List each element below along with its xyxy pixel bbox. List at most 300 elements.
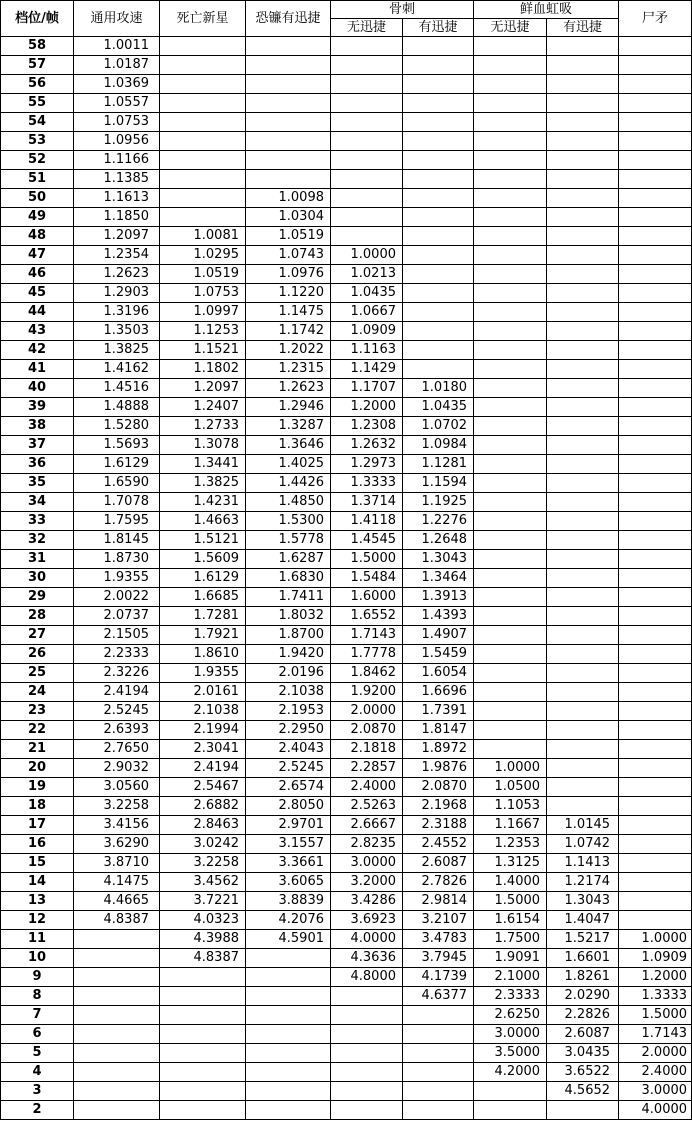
cell-dread-scythe: 1.0304 bbox=[246, 208, 331, 227]
cell-general: 3.4156 bbox=[74, 816, 160, 835]
cell-corpse-lance: 2.4000 bbox=[619, 1063, 692, 1082]
cell-death-nova bbox=[160, 37, 246, 56]
cell-death-nova: 1.3441 bbox=[160, 455, 246, 474]
cell-corpse-lance: 1.7143 bbox=[619, 1025, 692, 1044]
cell-general bbox=[74, 949, 160, 968]
cell-corpse-lance bbox=[619, 189, 692, 208]
cell-blood-siphon-with-swift bbox=[547, 341, 619, 360]
cell-corpse-lance bbox=[619, 341, 692, 360]
table-row bbox=[1, 626, 692, 645]
cell-level: 27 bbox=[1, 626, 74, 645]
cell-dread-scythe: 1.9420 bbox=[246, 645, 331, 664]
cell-blood-siphon-no-swift bbox=[474, 398, 547, 417]
cell-general: 1.3503 bbox=[74, 322, 160, 341]
cell-bone-spike-with-swift: 1.9876 bbox=[403, 759, 474, 778]
cell-dread-scythe: 2.1953 bbox=[246, 702, 331, 721]
cell-blood-siphon-with-swift: 1.4047 bbox=[547, 911, 619, 930]
cell-blood-siphon-with-swift bbox=[547, 360, 619, 379]
cell-bone-spike-with-swift: 2.9814 bbox=[403, 892, 474, 911]
cell-bone-spike-with-swift: 1.3464 bbox=[403, 569, 474, 588]
cell-dread-scythe bbox=[246, 949, 331, 968]
cell-general bbox=[74, 1101, 160, 1120]
header-corpse-lance: 尸矛 bbox=[619, 1, 692, 37]
cell-corpse-lance bbox=[619, 493, 692, 512]
cell-general: 1.6129 bbox=[74, 455, 160, 474]
cell-dread-scythe bbox=[246, 170, 331, 189]
cell-bone-spike-no-swift bbox=[331, 113, 403, 132]
cell-blood-siphon-no-swift: 3.0000 bbox=[474, 1025, 547, 1044]
cell-general: 1.1166 bbox=[74, 151, 160, 170]
cell-bone-spike-with-swift: 1.1925 bbox=[403, 493, 474, 512]
cell-blood-siphon-with-swift bbox=[547, 474, 619, 493]
cell-general: 1.0557 bbox=[74, 94, 160, 113]
cell-death-nova bbox=[160, 208, 246, 227]
cell-death-nova: 1.9355 bbox=[160, 664, 246, 683]
cell-blood-siphon-with-swift bbox=[547, 645, 619, 664]
cell-corpse-lance bbox=[619, 113, 692, 132]
cell-level: 55 bbox=[1, 94, 74, 113]
cell-level: 44 bbox=[1, 303, 74, 322]
cell-corpse-lance bbox=[619, 474, 692, 493]
cell-death-nova bbox=[160, 968, 246, 987]
cell-general: 1.7595 bbox=[74, 512, 160, 531]
cell-bone-spike-no-swift: 1.6552 bbox=[331, 607, 403, 626]
cell-level: 57 bbox=[1, 56, 74, 75]
cell-corpse-lance bbox=[619, 588, 692, 607]
cell-blood-siphon-no-swift: 2.3333 bbox=[474, 987, 547, 1006]
cell-bone-spike-with-swift: 2.3188 bbox=[403, 816, 474, 835]
cell-bone-spike-no-swift: 1.6000 bbox=[331, 588, 403, 607]
cell-level: 25 bbox=[1, 664, 74, 683]
cell-death-nova bbox=[160, 1063, 246, 1082]
cell-general bbox=[74, 968, 160, 987]
cell-general: 1.2097 bbox=[74, 227, 160, 246]
cell-corpse-lance bbox=[619, 455, 692, 474]
table-row bbox=[1, 949, 692, 968]
cell-bone-spike-with-swift bbox=[403, 56, 474, 75]
cell-death-nova: 1.1521 bbox=[160, 341, 246, 360]
cell-blood-siphon-with-swift bbox=[547, 322, 619, 341]
table-row bbox=[1, 854, 692, 873]
cell-bone-spike-with-swift: 1.3043 bbox=[403, 550, 474, 569]
cell-level: 31 bbox=[1, 550, 74, 569]
table-row bbox=[1, 531, 692, 550]
cell-general: 2.1505 bbox=[74, 626, 160, 645]
cell-corpse-lance bbox=[619, 911, 692, 930]
cell-general: 1.3825 bbox=[74, 341, 160, 360]
cell-level: 38 bbox=[1, 417, 74, 436]
cell-general: 1.0753 bbox=[74, 113, 160, 132]
header-level: 档位/帧 bbox=[1, 1, 74, 37]
cell-level: 50 bbox=[1, 189, 74, 208]
table-row bbox=[1, 1101, 692, 1120]
cell-blood-siphon-no-swift: 1.0500 bbox=[474, 778, 547, 797]
cell-general: 1.1385 bbox=[74, 170, 160, 189]
cell-general: 2.4194 bbox=[74, 683, 160, 702]
cell-bone-spike-with-swift: 2.6087 bbox=[403, 854, 474, 873]
table-row bbox=[1, 1025, 692, 1044]
table-row bbox=[1, 474, 692, 493]
table-row bbox=[1, 417, 692, 436]
cell-corpse-lance bbox=[619, 664, 692, 683]
cell-corpse-lance bbox=[619, 550, 692, 569]
cell-blood-siphon-no-swift bbox=[474, 379, 547, 398]
cell-level: 9 bbox=[1, 968, 74, 987]
cell-bone-spike-no-swift: 2.6667 bbox=[331, 816, 403, 835]
cell-death-nova: 1.5121 bbox=[160, 531, 246, 550]
cell-corpse-lance: 2.0000 bbox=[619, 1044, 692, 1063]
cell-dread-scythe bbox=[246, 56, 331, 75]
cell-bone-spike-with-swift: 1.6054 bbox=[403, 664, 474, 683]
cell-bone-spike-no-swift bbox=[331, 1063, 403, 1082]
cell-bone-spike-no-swift: 1.7778 bbox=[331, 645, 403, 664]
cell-death-nova: 2.5467 bbox=[160, 778, 246, 797]
cell-blood-siphon-no-swift: 1.5000 bbox=[474, 892, 547, 911]
cell-general: 2.5245 bbox=[74, 702, 160, 721]
cell-blood-siphon-with-swift bbox=[547, 778, 619, 797]
cell-corpse-lance bbox=[619, 797, 692, 816]
cell-blood-siphon-no-swift bbox=[474, 170, 547, 189]
cell-bone-spike-with-swift bbox=[403, 113, 474, 132]
cell-level: 17 bbox=[1, 816, 74, 835]
cell-death-nova bbox=[160, 113, 246, 132]
header-death-nova: 死亡新星 bbox=[160, 1, 246, 37]
cell-death-nova: 1.0753 bbox=[160, 284, 246, 303]
table-row bbox=[1, 455, 692, 474]
table-row bbox=[1, 75, 692, 94]
cell-blood-siphon-with-swift bbox=[547, 379, 619, 398]
cell-bone-spike-with-swift: 1.3913 bbox=[403, 588, 474, 607]
cell-level: 16 bbox=[1, 835, 74, 854]
cell-dread-scythe: 1.5300 bbox=[246, 512, 331, 531]
cell-blood-siphon-no-swift bbox=[474, 550, 547, 569]
cell-bone-spike-with-swift bbox=[403, 322, 474, 341]
cell-bone-spike-no-swift: 4.8000 bbox=[331, 968, 403, 987]
cell-death-nova: 1.7281 bbox=[160, 607, 246, 626]
cell-bone-spike-with-swift bbox=[403, 265, 474, 284]
cell-level: 40 bbox=[1, 379, 74, 398]
cell-level: 20 bbox=[1, 759, 74, 778]
cell-bone-spike-with-swift: 1.6696 bbox=[403, 683, 474, 702]
header-bone-spike-with-swift: 有迅捷 bbox=[403, 19, 474, 37]
cell-blood-siphon-with-swift bbox=[547, 436, 619, 455]
table-row bbox=[1, 512, 692, 531]
cell-bone-spike-no-swift: 4.0000 bbox=[331, 930, 403, 949]
header-blood-siphon-with-swift: 有迅捷 bbox=[547, 19, 619, 37]
cell-level: 18 bbox=[1, 797, 74, 816]
cell-level: 3 bbox=[1, 1082, 74, 1101]
table-row bbox=[1, 132, 692, 151]
cell-bone-spike-no-swift: 1.4118 bbox=[331, 512, 403, 531]
table-row bbox=[1, 303, 692, 322]
cell-blood-siphon-no-swift bbox=[474, 189, 547, 208]
cell-blood-siphon-no-swift bbox=[474, 246, 547, 265]
cell-corpse-lance: 1.2000 bbox=[619, 968, 692, 987]
cell-level: 36 bbox=[1, 455, 74, 474]
cell-blood-siphon-with-swift bbox=[547, 759, 619, 778]
cell-dread-scythe: 4.5901 bbox=[246, 930, 331, 949]
cell-corpse-lance: 1.5000 bbox=[619, 1006, 692, 1025]
cell-death-nova: 1.7921 bbox=[160, 626, 246, 645]
cell-blood-siphon-no-swift bbox=[474, 94, 547, 113]
cell-level: 33 bbox=[1, 512, 74, 531]
cell-bone-spike-with-swift bbox=[403, 94, 474, 113]
cell-dread-scythe: 1.2623 bbox=[246, 379, 331, 398]
cell-general: 1.0011 bbox=[74, 37, 160, 56]
cell-bone-spike-with-swift: 1.5459 bbox=[403, 645, 474, 664]
cell-bone-spike-with-swift bbox=[403, 284, 474, 303]
cell-level: 12 bbox=[1, 911, 74, 930]
cell-bone-spike-no-swift: 4.3636 bbox=[331, 949, 403, 968]
table-row bbox=[1, 246, 692, 265]
cell-blood-siphon-with-swift bbox=[547, 265, 619, 284]
table-row bbox=[1, 37, 692, 56]
cell-bone-spike-with-swift: 3.4783 bbox=[403, 930, 474, 949]
cell-corpse-lance bbox=[619, 170, 692, 189]
cell-dread-scythe bbox=[246, 132, 331, 151]
cell-blood-siphon-no-swift: 2.1000 bbox=[474, 968, 547, 987]
cell-bone-spike-with-swift: 3.2107 bbox=[403, 911, 474, 930]
cell-blood-siphon-with-swift bbox=[547, 626, 619, 645]
cell-general bbox=[74, 1044, 160, 1063]
table-row bbox=[1, 797, 692, 816]
cell-death-nova bbox=[160, 189, 246, 208]
cell-bone-spike-with-swift bbox=[403, 1006, 474, 1025]
cell-blood-siphon-with-swift bbox=[547, 113, 619, 132]
cell-corpse-lance: 1.0909 bbox=[619, 949, 692, 968]
cell-blood-siphon-with-swift: 1.0145 bbox=[547, 816, 619, 835]
table-row bbox=[1, 892, 692, 911]
cell-blood-siphon-with-swift bbox=[547, 550, 619, 569]
table-row bbox=[1, 683, 692, 702]
cell-bone-spike-with-swift: 4.1739 bbox=[403, 968, 474, 987]
cell-general: 1.7078 bbox=[74, 493, 160, 512]
cell-death-nova: 1.3078 bbox=[160, 436, 246, 455]
cell-blood-siphon-no-swift: 3.5000 bbox=[474, 1044, 547, 1063]
cell-corpse-lance bbox=[619, 208, 692, 227]
cell-bone-spike-with-swift bbox=[403, 37, 474, 56]
cell-blood-siphon-with-swift bbox=[547, 94, 619, 113]
cell-bone-spike-no-swift: 1.2000 bbox=[331, 398, 403, 417]
cell-level: 14 bbox=[1, 873, 74, 892]
cell-level: 42 bbox=[1, 341, 74, 360]
cell-level: 19 bbox=[1, 778, 74, 797]
cell-dread-scythe: 2.2950 bbox=[246, 721, 331, 740]
cell-blood-siphon-with-swift bbox=[547, 151, 619, 170]
cell-bone-spike-no-swift: 1.0435 bbox=[331, 284, 403, 303]
cell-bone-spike-no-swift bbox=[331, 37, 403, 56]
cell-death-nova: 2.1994 bbox=[160, 721, 246, 740]
cell-level: 29 bbox=[1, 588, 74, 607]
cell-death-nova: 3.4562 bbox=[160, 873, 246, 892]
cell-blood-siphon-with-swift bbox=[547, 75, 619, 94]
cell-death-nova: 2.4194 bbox=[160, 759, 246, 778]
cell-general: 1.0956 bbox=[74, 132, 160, 151]
cell-level: 35 bbox=[1, 474, 74, 493]
cell-death-nova: 1.5609 bbox=[160, 550, 246, 569]
cell-level: 41 bbox=[1, 360, 74, 379]
cell-bone-spike-with-swift bbox=[403, 1044, 474, 1063]
cell-death-nova: 1.0081 bbox=[160, 227, 246, 246]
cell-bone-spike-with-swift: 1.2648 bbox=[403, 531, 474, 550]
cell-blood-siphon-with-swift bbox=[547, 683, 619, 702]
table-row bbox=[1, 569, 692, 588]
cell-blood-siphon-no-swift bbox=[474, 569, 547, 588]
cell-general: 1.1613 bbox=[74, 189, 160, 208]
cell-bone-spike-no-swift: 1.8462 bbox=[331, 664, 403, 683]
cell-general: 4.8387 bbox=[74, 911, 160, 930]
cell-death-nova: 1.6129 bbox=[160, 569, 246, 588]
cell-level: 4 bbox=[1, 1063, 74, 1082]
cell-death-nova bbox=[160, 1006, 246, 1025]
cell-level: 43 bbox=[1, 322, 74, 341]
cell-blood-siphon-with-swift bbox=[547, 531, 619, 550]
cell-blood-siphon-no-swift bbox=[474, 75, 547, 94]
table-row bbox=[1, 778, 692, 797]
cell-bone-spike-with-swift bbox=[403, 1025, 474, 1044]
cell-death-nova bbox=[160, 75, 246, 94]
cell-blood-siphon-no-swift: 1.2353 bbox=[474, 835, 547, 854]
cell-blood-siphon-no-swift bbox=[474, 284, 547, 303]
cell-dread-scythe: 1.3646 bbox=[246, 436, 331, 455]
cell-blood-siphon-with-swift bbox=[547, 189, 619, 208]
cell-blood-siphon-with-swift bbox=[547, 455, 619, 474]
table-row bbox=[1, 911, 692, 930]
cell-blood-siphon-no-swift bbox=[474, 645, 547, 664]
cell-death-nova: 1.1802 bbox=[160, 360, 246, 379]
cell-blood-siphon-no-swift bbox=[474, 113, 547, 132]
table-row bbox=[1, 265, 692, 284]
cell-general bbox=[74, 1082, 160, 1101]
table-row bbox=[1, 873, 692, 892]
cell-blood-siphon-no-swift bbox=[474, 322, 547, 341]
cell-level: 7 bbox=[1, 1006, 74, 1025]
cell-bone-spike-no-swift: 1.3333 bbox=[331, 474, 403, 493]
cell-general bbox=[74, 1006, 160, 1025]
cell-blood-siphon-no-swift bbox=[474, 474, 547, 493]
cell-corpse-lance bbox=[619, 854, 692, 873]
cell-bone-spike-with-swift: 1.4393 bbox=[403, 607, 474, 626]
cell-level: 28 bbox=[1, 607, 74, 626]
cell-blood-siphon-with-swift bbox=[547, 569, 619, 588]
cell-blood-siphon-with-swift bbox=[547, 1101, 619, 1120]
cell-blood-siphon-with-swift bbox=[547, 37, 619, 56]
cell-dread-scythe: 1.2022 bbox=[246, 341, 331, 360]
cell-level: 58 bbox=[1, 37, 74, 56]
cell-general: 2.0022 bbox=[74, 588, 160, 607]
cell-blood-siphon-with-swift: 2.0290 bbox=[547, 987, 619, 1006]
cell-bone-spike-with-swift bbox=[403, 227, 474, 246]
table-row bbox=[1, 987, 692, 1006]
cell-death-nova: 1.8610 bbox=[160, 645, 246, 664]
table-row bbox=[1, 930, 692, 949]
cell-general: 4.4665 bbox=[74, 892, 160, 911]
cell-bone-spike-no-swift bbox=[331, 189, 403, 208]
cell-bone-spike-no-swift: 1.0000 bbox=[331, 246, 403, 265]
cell-blood-siphon-with-swift bbox=[547, 284, 619, 303]
cell-corpse-lance bbox=[619, 132, 692, 151]
cell-death-nova: 4.0323 bbox=[160, 911, 246, 930]
cell-level: 37 bbox=[1, 436, 74, 455]
cell-general: 2.0737 bbox=[74, 607, 160, 626]
cell-death-nova: 1.6685 bbox=[160, 588, 246, 607]
cell-blood-siphon-no-swift: 4.2000 bbox=[474, 1063, 547, 1082]
cell-corpse-lance bbox=[619, 227, 692, 246]
cell-dread-scythe bbox=[246, 1082, 331, 1101]
cell-bone-spike-no-swift: 2.8235 bbox=[331, 835, 403, 854]
cell-death-nova: 2.0161 bbox=[160, 683, 246, 702]
table-body bbox=[1, 37, 692, 1120]
table-row bbox=[1, 1082, 692, 1101]
cell-level: 45 bbox=[1, 284, 74, 303]
cell-general: 2.2333 bbox=[74, 645, 160, 664]
cell-dread-scythe bbox=[246, 1063, 331, 1082]
cell-bone-spike-with-swift: 1.0435 bbox=[403, 398, 474, 417]
cell-blood-siphon-with-swift bbox=[547, 227, 619, 246]
cell-general: 1.1850 bbox=[74, 208, 160, 227]
cell-level: 23 bbox=[1, 702, 74, 721]
cell-dread-scythe bbox=[246, 1044, 331, 1063]
cell-bone-spike-with-swift bbox=[403, 189, 474, 208]
cell-dread-scythe bbox=[246, 75, 331, 94]
cell-blood-siphon-no-swift: 1.9091 bbox=[474, 949, 547, 968]
cell-blood-siphon-with-swift bbox=[547, 607, 619, 626]
cell-level: 48 bbox=[1, 227, 74, 246]
table-row bbox=[1, 151, 692, 170]
header-dread-scythe-swift: 恐镰有迅捷 bbox=[246, 1, 331, 37]
cell-corpse-lance: 3.0000 bbox=[619, 1082, 692, 1101]
cell-death-nova bbox=[160, 987, 246, 1006]
cell-death-nova bbox=[160, 1025, 246, 1044]
cell-general: 1.2623 bbox=[74, 265, 160, 284]
cell-dread-scythe: 1.8700 bbox=[246, 626, 331, 645]
cell-bone-spike-with-swift bbox=[403, 360, 474, 379]
cell-blood-siphon-with-swift: 3.0435 bbox=[547, 1044, 619, 1063]
table-row bbox=[1, 360, 692, 379]
cell-blood-siphon-with-swift bbox=[547, 797, 619, 816]
table-row bbox=[1, 588, 692, 607]
cell-dread-scythe: 1.1220 bbox=[246, 284, 331, 303]
cell-corpse-lance bbox=[619, 759, 692, 778]
cell-blood-siphon-no-swift bbox=[474, 132, 547, 151]
cell-corpse-lance bbox=[619, 721, 692, 740]
cell-corpse-lance bbox=[619, 683, 692, 702]
cell-death-nova bbox=[160, 56, 246, 75]
cell-level: 6 bbox=[1, 1025, 74, 1044]
cell-bone-spike-no-swift: 2.0000 bbox=[331, 702, 403, 721]
cell-corpse-lance bbox=[619, 702, 692, 721]
cell-bone-spike-no-swift: 1.5000 bbox=[331, 550, 403, 569]
cell-blood-siphon-with-swift: 1.3043 bbox=[547, 892, 619, 911]
cell-bone-spike-no-swift bbox=[331, 132, 403, 151]
cell-dread-scythe bbox=[246, 113, 331, 132]
table-row bbox=[1, 284, 692, 303]
cell-death-nova bbox=[160, 170, 246, 189]
header-bone-spike: 骨刺 bbox=[331, 1, 474, 19]
cell-general: 1.5693 bbox=[74, 436, 160, 455]
cell-death-nova: 2.8463 bbox=[160, 816, 246, 835]
table-row bbox=[1, 1063, 692, 1082]
cell-general bbox=[74, 1025, 160, 1044]
table-row bbox=[1, 341, 692, 360]
cell-bone-spike-no-swift: 1.0213 bbox=[331, 265, 403, 284]
cell-bone-spike-no-swift: 1.2632 bbox=[331, 436, 403, 455]
table-row bbox=[1, 607, 692, 626]
cell-bone-spike-with-swift bbox=[403, 170, 474, 189]
cell-bone-spike-no-swift: 1.2973 bbox=[331, 455, 403, 474]
table-row bbox=[1, 113, 692, 132]
table-row bbox=[1, 740, 692, 759]
